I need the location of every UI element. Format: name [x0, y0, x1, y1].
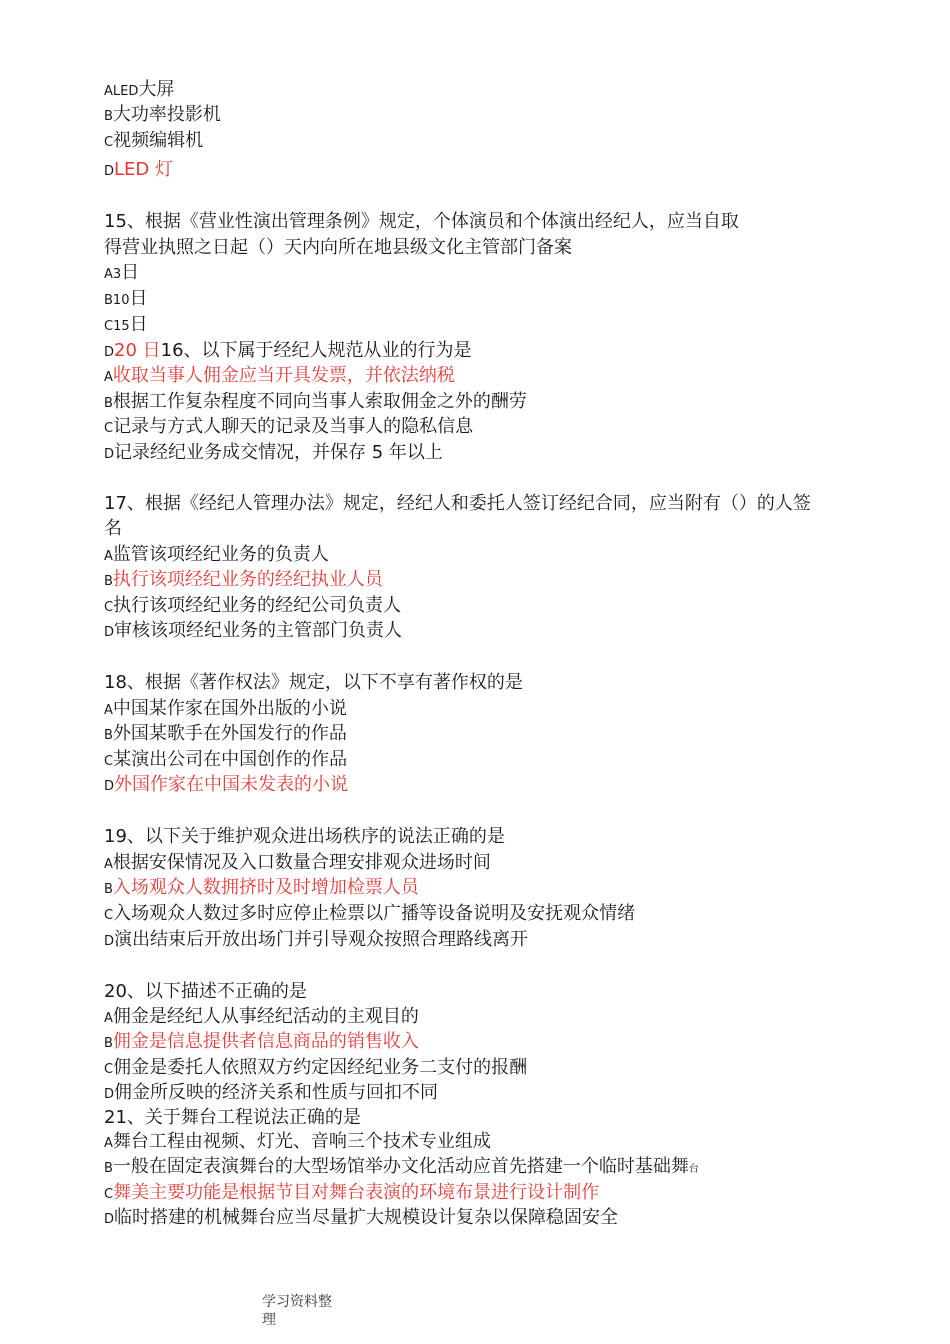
question-17-text-cont: 名 [104, 518, 122, 539]
question-21-text: 21、关于舞台工程说法正确的是 [104, 1107, 361, 1128]
option-text: 佣金是经纪人从事经纪活动的主观目的 [112, 1006, 419, 1027]
option-label: C [104, 1187, 114, 1202]
option-label: A [104, 370, 113, 385]
option-text: 执行该项经纪业务的经纪公司负责人 [113, 595, 402, 616]
option-text: 佣金是委托人依照双方约定因经纪业务二支付的报酬 [113, 1057, 528, 1078]
option-d [104, 1206, 618, 1232]
option-text: 佣金所反映的经济关系和性质与回扣不同 [114, 1082, 439, 1103]
option-d [104, 928, 528, 954]
option-text: 记录与方式人聊天的记录及当事人的隐私信息 [113, 416, 474, 437]
option-c [104, 594, 401, 620]
option-label: D [104, 625, 115, 640]
option-c [104, 902, 635, 928]
footer-note [262, 1293, 332, 1329]
option-c [104, 313, 148, 339]
question-18-text: 18、根据《著作权法》规定，以下不享有著作权的是 [104, 672, 523, 693]
option-b [104, 390, 527, 416]
option-b [104, 103, 221, 129]
option-label: C [104, 135, 114, 150]
option-text: 一般在固定表演舞台的大型场馆举办文化活动应首先搭建一个临时基础舞 [112, 1156, 689, 1177]
option-b [104, 722, 347, 748]
option-text: 中国某作家在国外出版的小说 [112, 698, 347, 719]
footer-line-2: 理 [262, 1312, 276, 1328]
option-a [104, 697, 347, 723]
option-text: 根据工作复杂程度不同向当事人索取佣金之外的酬劳 [112, 391, 527, 412]
option-text: 舞台工程由视频、灯光、音响三个技术专业组成 [112, 1131, 491, 1152]
option-text: 入场观众人数拥挤时及时增加检票人员 [112, 877, 419, 898]
option-text: 外国作家在中国未发表的小说 [114, 774, 349, 795]
option-text: LED 灯 [114, 159, 173, 180]
option-text: 入场观众人数过多时应停止检票以广播等设备说明及安抚观众情绪 [113, 903, 636, 924]
option-b [104, 1155, 699, 1182]
footer-line-1: 学习资料整 [262, 1294, 332, 1310]
option-a [104, 78, 174, 104]
option-a [104, 1005, 419, 1031]
option-b-answer [104, 1030, 419, 1056]
option-text: 记录经纪业务成交情况，并保存 5 年以上 [114, 442, 443, 463]
option-c [104, 415, 473, 441]
option-label: B10 [104, 293, 130, 308]
option-label: D [104, 1212, 115, 1227]
option-text: 监管该项经纪业务的负责人 [112, 544, 329, 565]
option-d [104, 619, 402, 645]
option-label: C [104, 421, 114, 436]
option-d-answer [104, 339, 472, 365]
option-c [104, 748, 347, 774]
option-text: 临时搭建的机械舞台应当尽量扩大规模设计复杂以保障稳固安全 [114, 1207, 619, 1228]
question-15-text-cont: 得营业执照之日起（）天内向所在地县级文化主管部门备案 [104, 237, 572, 258]
option-d [104, 441, 443, 467]
option-text: 舞美主要功能是根据节目对舞台表演的环境布景进行设计制作 [113, 1182, 600, 1203]
option-text: 演出结束后开放出场门并引导观众按照合理路线离开 [114, 929, 529, 950]
question-16-text: 16、以下属于经纪人规范从业的行为是 [160, 340, 472, 361]
option-a-answer [104, 364, 455, 390]
option-c [104, 1056, 527, 1082]
option-d [104, 1081, 438, 1107]
option-label: B [104, 109, 113, 124]
option-label: C [104, 600, 114, 615]
option-label: A [104, 703, 113, 718]
option-text: 日 [129, 288, 148, 309]
option-label: D [104, 447, 115, 462]
option-label: B [104, 1036, 113, 1051]
option-text: 收取当事人佣金应当开具发票，并依法纳税 [112, 365, 455, 386]
question-15-text: 15、根据《营业性演出管理条例》规定，个体演员和个体演出经纪人，应当自取 [104, 211, 739, 232]
option-a [104, 543, 329, 569]
option-text-small: 台 [688, 1164, 699, 1175]
option-label: D [104, 779, 115, 794]
option-label: A3 [104, 267, 122, 282]
option-c [104, 129, 203, 155]
option-label: D [104, 164, 115, 179]
option-text: 20 日 [114, 340, 161, 361]
option-label: D [104, 934, 115, 949]
option-b-answer [104, 876, 419, 902]
option-label: ALED [104, 84, 139, 99]
option-label: D [104, 345, 115, 360]
option-label: A [104, 1011, 113, 1026]
option-label: D [104, 1087, 115, 1102]
option-text: 审核该项经纪业务的主管部门负责人 [114, 620, 403, 641]
option-a [104, 261, 139, 287]
option-label: C15 [104, 319, 130, 334]
option-label: C [104, 1062, 114, 1077]
option-text: 大功率投影机 [112, 104, 221, 125]
option-label: B [104, 396, 113, 411]
option-text: 外国某歌手在外国发行的作品 [112, 723, 347, 744]
option-text: 视频编辑机 [113, 130, 204, 151]
option-d-answer [104, 773, 348, 799]
option-text: 日 [121, 262, 140, 283]
option-text: 佣金是信息提供者信息商品的销售收入 [112, 1031, 419, 1052]
option-text: 大屏 [138, 79, 175, 100]
option-a [104, 1130, 491, 1156]
option-d-answer [104, 158, 173, 184]
question-19-text: 19、以下关于维护观众进出场秩序的说法正确的是 [104, 826, 505, 847]
option-label: B [104, 574, 113, 589]
option-label: B [104, 728, 113, 743]
question-17-text: 17、根据《经纪人管理办法》规定，经纪人和委托人签订经纪合同，应当附有（）的人签 [104, 493, 811, 514]
option-a [104, 851, 491, 877]
option-text: 某演出公司在中国创作的作品 [113, 749, 348, 770]
option-c-answer [104, 1181, 599, 1207]
option-text: 根据安保情况及入口数量合理安排观众进场时间 [112, 852, 491, 873]
question-20-text: 20、以下描述不正确的是 [104, 981, 307, 1002]
option-text: 执行该项经纪业务的经纪执业人员 [112, 569, 383, 590]
option-label: A [104, 549, 113, 564]
option-label: C [104, 754, 114, 769]
option-b-answer [104, 568, 383, 594]
option-label: B [104, 1161, 113, 1176]
option-text: 日 [129, 314, 148, 335]
option-b [104, 287, 147, 313]
option-label: C [104, 908, 114, 923]
option-label: A [104, 857, 113, 872]
option-label: A [104, 1136, 113, 1151]
option-label: B [104, 882, 113, 897]
